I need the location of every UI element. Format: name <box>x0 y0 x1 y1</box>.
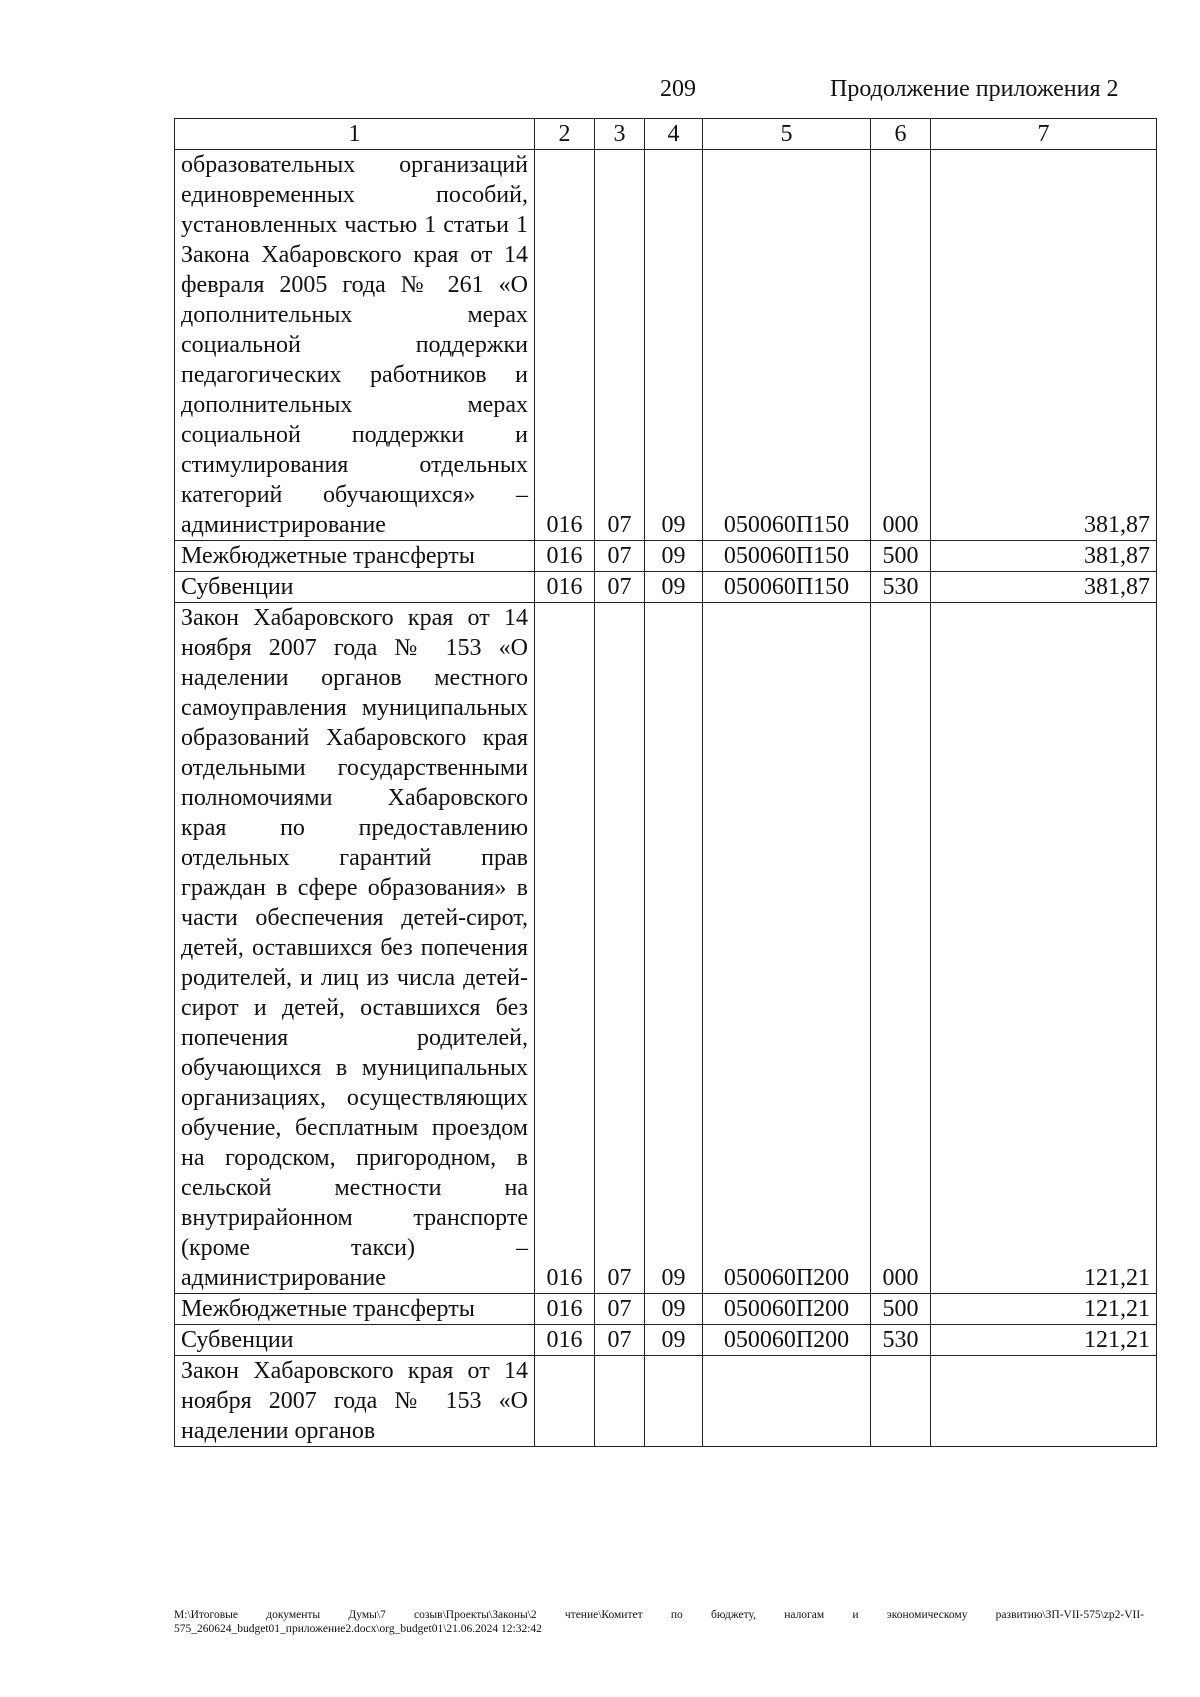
column-header: 7 <box>931 119 1157 150</box>
cell-subsection: 09 <box>645 572 703 603</box>
cell-ministry <box>535 1356 595 1447</box>
cell-expense-type: 500 <box>871 541 931 572</box>
cell-ministry: 016 <box>535 1325 595 1356</box>
cell-subsection: 09 <box>645 1325 703 1356</box>
cell-ministry: 016 <box>535 603 595 1294</box>
cell-target-article: 050060П150 <box>703 572 871 603</box>
cell-subsection: 09 <box>645 541 703 572</box>
cell-section: 07 <box>595 541 645 572</box>
cell-expense-type: 000 <box>871 603 931 1294</box>
row-name: Межбюджетные трансферты <box>175 1294 535 1325</box>
cell-subsection <box>645 1356 703 1447</box>
cell-expense-type: 530 <box>871 1325 931 1356</box>
cell-ministry: 016 <box>535 541 595 572</box>
row-name: Межбюджетные трансферты <box>175 541 535 572</box>
column-header: 4 <box>645 119 703 150</box>
cell-amount: 121,21 <box>931 1294 1157 1325</box>
cell-ministry: 016 <box>535 1294 595 1325</box>
footer-file-path: M:\Итоговые документы Думы\7 созыв\Проекты\Законы\2 чтение\Комитет по бюджету, налогам и экономическому развитию\ЗП-VII-575\zp2-VII-575_260624_budget01_приложение2.docx\org_budget01\21.06.2024 12:32:42 <box>174 1609 1144 1635</box>
continuation-title: Продолжение приложения 2 <box>830 76 1119 102</box>
cell-section: 07 <box>595 150 645 541</box>
cell-amount: 121,21 <box>931 1325 1157 1356</box>
table-row <box>175 541 1157 572</box>
cell-amount: 381,87 <box>931 150 1157 541</box>
cell-target-article: 050060П200 <box>703 1294 871 1325</box>
cell-target-article <box>703 1356 871 1447</box>
cell-target-article: 050060П200 <box>703 603 871 1294</box>
column-header: 1 <box>175 119 535 150</box>
table-row <box>175 1325 1157 1356</box>
cell-section: 07 <box>595 603 645 1294</box>
column-header: 2 <box>535 119 595 150</box>
table-header-row <box>175 119 1157 150</box>
row-name: Субвенции <box>175 572 535 603</box>
cell-expense-type <box>871 1356 931 1447</box>
cell-amount <box>931 1356 1157 1447</box>
cell-target-article: 050060П150 <box>703 541 871 572</box>
cell-expense-type: 500 <box>871 1294 931 1325</box>
row-name: Субвенции <box>175 1325 535 1356</box>
cell-section: 07 <box>595 1294 645 1325</box>
cell-subsection: 09 <box>645 1294 703 1325</box>
row-name: образовательных организаций единовременных пособий, установленных частью 1 статьи 1 Закона Хабаровского края от 14 февраля 2005 года № 261 «О дополнительных мерах социальной поддержки педагогических работников и дополнительных мерах социальной поддержки и стимулирования отдельных категорий обучающихся» – администрирование <box>175 150 535 541</box>
cell-subsection: 09 <box>645 603 703 1294</box>
table-row <box>175 1356 1157 1447</box>
row-name: Закон Хабаровского края от 14 ноября 2007 года № 153 «О наделении органов местного самоуправления муниципальных образований Хабаровского края отдельными государственными полномочиями Хабаровского края по предоставлению отдельных гарантий прав граждан в сфере образования» в части обеспечения детей-сирот, детей, оставшихся без попечения родителей, и лиц из числа детей-сирот и детей, оставшихся без попечения родителей, обучающихся в муниципальных организациях, осуществляющих обучение, бесплатным проездом на городском, пригородном, в сельской местности на внутрирайонном транспорте (кроме такси) – администрирование <box>175 603 535 1294</box>
cell-amount: 381,87 <box>931 572 1157 603</box>
cell-amount: 121,21 <box>931 603 1157 1294</box>
row-name: Закон Хабаровского края от 14 ноября 2007 года № 153 «О наделении органов <box>175 1356 535 1447</box>
budget-table <box>174 118 1157 1447</box>
table-row <box>175 572 1157 603</box>
table-row <box>175 150 1157 541</box>
cell-expense-type: 000 <box>871 150 931 541</box>
column-header: 5 <box>703 119 871 150</box>
cell-section: 07 <box>595 1325 645 1356</box>
cell-target-article: 050060П200 <box>703 1325 871 1356</box>
cell-amount: 381,87 <box>931 541 1157 572</box>
column-header: 6 <box>871 119 931 150</box>
cell-subsection: 09 <box>645 150 703 541</box>
page-number: 209 <box>660 76 696 102</box>
table-row <box>175 1294 1157 1325</box>
column-header: 3 <box>595 119 645 150</box>
cell-section: 07 <box>595 572 645 603</box>
cell-ministry: 016 <box>535 572 595 603</box>
cell-expense-type: 530 <box>871 572 931 603</box>
cell-section <box>595 1356 645 1447</box>
table-row <box>175 603 1157 1294</box>
cell-ministry: 016 <box>535 150 595 541</box>
cell-target-article: 050060П150 <box>703 150 871 541</box>
